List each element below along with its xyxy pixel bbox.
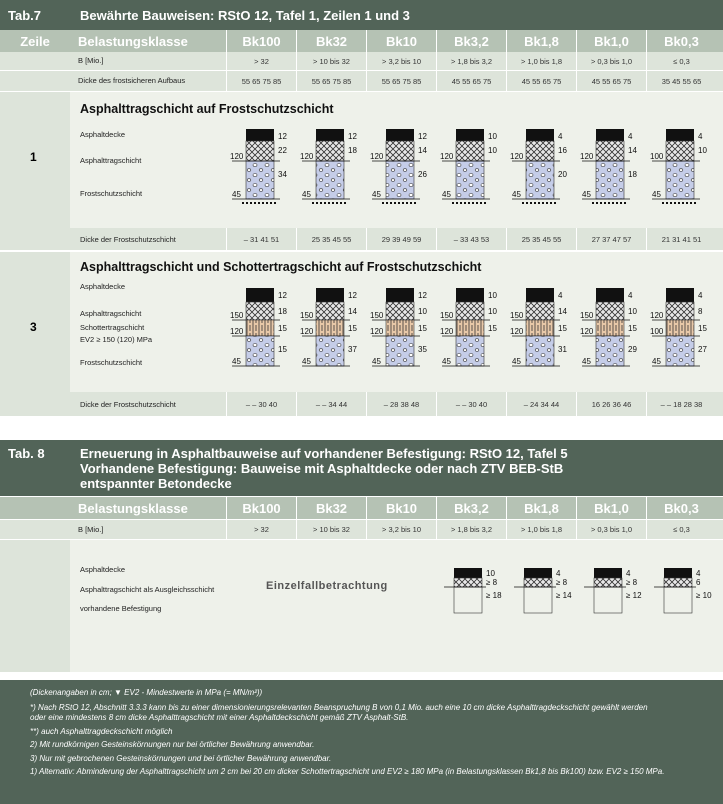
t8-layer-0-1: ≥ 8 [486,578,498,587]
layer-1-0: 12 [348,132,357,141]
layer-0-1: 18 [278,307,287,316]
t8-layer-3-0: 4 [696,569,701,578]
b_values-5: > 0,3 bis 1,0 [576,52,646,70]
ev-mid-1: 120 [300,327,314,336]
ev-bot-4: 45 [512,190,521,199]
t8-layer-2-1: ≥ 8 [626,578,638,587]
ev-top-5: 150 [580,311,594,320]
row3-label-asphalttragschicht: Asphalttragschicht [80,309,142,318]
asphalttragschicht-2 [386,302,414,320]
frostschutz-1 [316,161,344,199]
layer-4-0: 4 [558,132,563,141]
frostschutz-3 [456,336,484,366]
ev-bot-0: 45 [232,357,241,366]
ev-bot-3: 45 [442,357,451,366]
layer-0-2: 34 [278,170,287,179]
ev-top-3: 150 [440,311,454,320]
b_values-2: > 3,2 bis 10 [366,52,436,70]
layer-5-0: 4 [628,291,633,300]
layer-5-2: 15 [628,324,637,333]
layer-4-1: 16 [558,146,567,155]
asphaltdecke-1 [316,129,344,141]
ev-top-6: 120 [650,311,664,320]
layer-0-2: 15 [278,324,287,333]
schotter-5 [596,320,624,336]
layer-4-2: 15 [558,324,567,333]
layer-5-1: 10 [628,307,637,316]
layer-4-2: 20 [558,170,567,179]
tab8-title-line3: entspannter Betondecke [80,476,232,491]
layer-6-3: 27 [698,345,707,354]
b-label: B [Mio.] [78,56,104,65]
layer-2-2: 26 [418,170,427,179]
asphaltdecke-4 [526,129,554,141]
layer-6-0: 4 [698,132,703,141]
asphalttragschicht-3 [456,141,484,161]
schotter-1 [316,320,344,336]
schotter-4 [526,320,554,336]
frostschutz-2 [386,161,414,199]
t8-asphaltdecke-3 [664,568,692,578]
classes-2: Bk10 [366,497,436,519]
classes-4: Bk1,8 [506,30,576,52]
t8-layer-1-1: ≥ 8 [556,578,568,587]
tab7-title-bar [0,0,723,30]
b_values-1: > 10 bis 32 [296,52,366,70]
dicke_values-2: 55 65 75 85 [366,71,436,91]
layer-5-0: 4 [628,132,633,141]
layer-0-1: 22 [278,146,287,155]
t8-ausgleich-0 [454,578,482,587]
row1-title: Asphalttragschicht auf Frostschutzschicht [80,102,334,116]
t8-vorhanden-2 [594,587,622,613]
ev-top-1: 150 [300,311,314,320]
classes-0: Bk100 [226,30,296,52]
ev-mid-0: 120 [230,327,244,336]
b_values-3: > 1,8 bis 3,2 [436,52,506,70]
dicke_values-5: 45 55 65 75 [576,71,646,91]
asphalttragschicht-4 [526,141,554,161]
ev-bot-2: 45 [372,357,381,366]
ev-bot-1: 45 [302,357,311,366]
b_values-2: > 3,2 bis 10 [366,520,436,539]
schotter-2 [386,320,414,336]
tab8-title-line2: Vorhandene Befestigung: Bauweise mit Asphaltdecke oder nach ZTV BEB-StB [80,461,564,476]
classes-6: Bk0,3 [646,30,716,52]
ev-bot-6: 45 [652,357,661,366]
fs_values-6: – – 18 28 38 [646,392,716,416]
t8-ausgleich-1 [524,578,552,587]
tab8-title-bar [0,440,723,496]
classes-3: Bk3,2 [436,30,506,52]
frostschutz-6 [666,336,694,366]
layer-6-0: 4 [698,291,703,300]
fs_values-5: 16 26 36 46 [576,392,646,416]
tab8-b-row [0,520,723,539]
ev-top-0: 150 [230,311,244,320]
b_values-0: > 32 [226,52,296,70]
layer-5-2: 18 [628,170,637,179]
tab7-b-row [0,52,723,70]
ev-bot-0: 45 [232,190,241,199]
layer-1-3: 37 [348,345,357,354]
frostschutz-4 [526,161,554,199]
layer-4-1: 14 [558,307,567,316]
tab8-title-line1: Erneuerung in Asphaltbauweise auf vorhandener Befestigung: RStO 12, Tafel 5 [80,446,568,461]
t8-vorhanden-0 [454,587,482,613]
ev-mid-3: 120 [440,327,454,336]
frostschutz-0 [246,161,274,199]
layer-2-2: 15 [418,324,427,333]
b_values-4: > 1,0 bis 1,8 [506,52,576,70]
t8-ausgleich-2 [594,578,622,587]
tab8-header-row [0,497,723,519]
footnotes [0,680,723,804]
t8-asphaltdecke-2 [594,568,622,578]
ev-bot-6: 45 [652,190,661,199]
classes-1: Bk32 [296,30,366,52]
classes-3: Bk3,2 [436,497,506,519]
t8-vorhanden-1 [524,587,552,613]
classes-2: Bk10 [366,30,436,52]
row3-diagrams [0,252,723,387]
ev-top-0: 120 [230,152,244,161]
dicke-label: Dicke des frostsicheren Aufbaus [78,76,186,85]
row1-block [0,92,723,250]
asphalttragschicht-1 [316,302,344,320]
layer-5-3: 29 [628,345,637,354]
frostschutz-2 [386,336,414,366]
layer-2-3: 35 [418,345,427,354]
ev-top-5: 120 [580,152,594,161]
ev-mid-6: 100 [650,327,664,336]
t8-layer-1-2: ≥ 14 [556,591,572,600]
tab8-diagrams [0,540,723,672]
t8-asphaltdecke-1 [524,568,552,578]
dicke_values-0: 55 65 75 85 [226,71,296,91]
t8-layer-1-0: 4 [556,569,561,578]
row1-label-asphaltdecke: Asphaltdecke [80,130,126,139]
row1-number: 1 [30,150,37,164]
ev-top-3: 120 [440,152,454,161]
b_values-3: > 1,8 bis 3,2 [436,520,506,539]
row3-label-frostschutz: Frostschutzschicht [80,358,143,367]
asphaltdecke-2 [386,288,414,302]
asphaltdecke-3 [456,288,484,302]
asphaltdecke-3 [456,129,484,141]
row3-number: 3 [30,320,37,334]
dicke_values-1: 55 65 75 85 [296,71,366,91]
asphalttragschicht-1 [316,141,344,161]
layer-6-1: 8 [698,307,703,316]
b_values-4: > 1,0 bis 1,8 [506,520,576,539]
asphalttragschicht-5 [596,302,624,320]
asphaltdecke-5 [596,288,624,302]
einzelfall-text: Einzelfallbetrachtung [266,580,388,592]
tab8-label: Tab. 8 [8,446,45,461]
asphaltdecke-5 [596,129,624,141]
ev-bot-3: 45 [442,190,451,199]
fs_values-2: – 28 38 48 [366,392,436,416]
ev-bot-2: 45 [372,190,381,199]
fs_values-1: – – 34 44 [296,392,366,416]
t8-ausgleich-3 [664,578,692,587]
layer-5-1: 14 [628,146,637,155]
tab8-col-belastungsklasse: Belastungsklasse [78,500,188,516]
layer-1-1: 14 [348,307,357,316]
ev-top-1: 120 [300,152,314,161]
layer-2-1: 10 [418,307,427,316]
ev-top-2: 150 [370,311,384,320]
fs_values-0: – 31 41 51 [226,228,296,250]
tab8-b-label: B [Mio.] [78,525,104,534]
fs_values-4: 25 35 45 55 [506,228,576,250]
asphalttragschicht-6 [666,141,694,161]
dicke_values-3: 45 55 65 75 [436,71,506,91]
layer-2-1: 14 [418,146,427,155]
row3-label-asphaltdecke: Asphaltdecke [80,282,126,291]
asphalttragschicht-0 [246,141,274,161]
asphalttragschicht-5 [596,141,624,161]
asphaltdecke-0 [246,129,274,141]
dicke_values-4: 45 55 65 75 [506,71,576,91]
asphalttragschicht-4 [526,302,554,320]
layer-2-0: 12 [418,291,427,300]
ev-mid-5: 120 [580,327,594,336]
fs_values-5: 27 37 47 57 [576,228,646,250]
layer-4-0: 4 [558,291,563,300]
frostschutz-4 [526,336,554,366]
asphalttragschicht-6 [666,302,694,320]
frostschutz-1 [316,336,344,366]
t8-layer-2-0: 4 [626,569,631,578]
asphalttragschicht-0 [246,302,274,320]
b_values-0: > 32 [226,520,296,539]
asphaltdecke-0 [246,288,274,302]
ev-mid-2: 120 [370,327,384,336]
frostschutz-6 [666,161,694,199]
ev-top-2: 120 [370,152,384,161]
schotter-3 [456,320,484,336]
footnote-4: 2) Mit rundkörnigen Gesteinskörnungen nur bei örtlicher Bewährung anwendbar. [30,740,315,749]
footnote-5: 3) Nur mit gebrochenen Gesteinskörnungen und bei örtlicher Bewährung anwendbar. [30,753,332,763]
row1-dicke-label: Dicke der Frostschutzschicht [80,235,176,244]
t8-layer-3-2: ≥ 10 [696,591,712,600]
layer-3-2: 15 [488,324,497,333]
tab7-header-row [0,30,723,52]
classes-6: Bk0,3 [646,497,716,519]
tab7-dicke-row [0,71,723,91]
tab8-label-ausgleich: Asphalttragschicht als Ausgleichsschicht [80,585,215,594]
footnote-0: (Dickenangaben in cm; ▼ EV2 - Mindestwerte in MPa (= MN/m²)) [30,688,263,697]
b_values-5: > 0,3 bis 1,0 [576,520,646,539]
asphaltdecke-2 [386,129,414,141]
fs_values-3: – 33 43 53 [436,228,506,250]
fs_values-0: – – 30 40 [226,392,296,416]
tab8-body [0,540,723,672]
row3-title: Asphalttragschicht und Schottertragschicht auf Frostschutzschicht [80,260,482,274]
col-belastungsklasse: Belastungsklasse [78,33,188,49]
t8-asphaltdecke-0 [454,568,482,578]
fs_values-2: 29 39 49 59 [366,228,436,250]
layer-4-3: 31 [558,345,567,354]
row3-label-ev2: EV2 ≥ 150 (120) MPa [80,335,153,344]
fs_values-6: 21 31 41 51 [646,228,716,250]
layer-0-3: 15 [278,345,287,354]
ev-bot-4: 45 [512,357,521,366]
fs_values-3: – – 30 40 [436,392,506,416]
layer-0-0: 12 [278,132,287,141]
classes-5: Bk1,0 [576,30,646,52]
footnote-2: oder eine mindestens 8 cm dicke Asphalttragschicht mit einer Asphaltdeckschicht gemäß ZTV Asphalt-StB. [30,713,409,722]
tab7-label: Tab.7 [8,8,41,23]
asphalttragschicht-2 [386,141,414,161]
frostschutz-5 [596,161,624,199]
layer-6-2: 15 [698,324,707,333]
t8-layer-3-1: 6 [696,578,701,587]
classes-1: Bk32 [296,497,366,519]
ev-bot-1: 45 [302,190,311,199]
asphaltdecke-4 [526,288,554,302]
ev-top-4: 150 [510,311,524,320]
asphaltdecke-6 [666,129,694,141]
frostschutz-0 [246,336,274,366]
layer-6-1: 10 [698,146,707,155]
layer-1-2: 15 [348,324,357,333]
row3-label-schotter: Schottertragschicht [80,323,145,332]
schotter-6 [666,320,694,336]
t8-layer-2-2: ≥ 12 [626,591,642,600]
layer-3-1: 10 [488,307,497,316]
asphaltdecke-1 [316,288,344,302]
ev-bot-5: 45 [582,190,591,199]
fs_values-4: – 24 34 44 [506,392,576,416]
classes-5: Bk1,0 [576,497,646,519]
t8-layer-0-2: ≥ 18 [486,591,502,600]
t8-layer-0-0: 10 [486,569,495,578]
footnote-6: 1) Alternativ: Abminderung der Asphalttragschicht um 2 cm bei 20 cm dicker Schottertragschicht und EV2 ≥ 180 MPa (in Belastungsklassen Bk1,8 bis Bk100) bzw. EV2 ≥ 150 MPa. [30,767,665,776]
frostschutz-3 [456,161,484,199]
footnote-3: **) auch Asphalttragdeckschicht möglich [30,726,173,736]
schotter-0 [246,320,274,336]
row3-block [0,252,723,416]
ev-top-4: 120 [510,152,524,161]
layer-1-0: 12 [348,291,357,300]
fs_values-1: 25 35 45 55 [296,228,366,250]
b_values-6: ≤ 0,3 [646,520,716,539]
dicke_values-6: 35 45 55 65 [646,71,716,91]
ev-mid-4: 120 [510,327,524,336]
tab7-title: Bewährte Bauweisen: RStO 12, Tafel 1, Zeilen 1 und 3 [80,8,410,23]
layer-2-0: 12 [418,132,427,141]
layer-3-0: 10 [488,132,497,141]
frostschutz-5 [596,336,624,366]
ev-top-6: 100 [650,152,664,161]
layer-0-0: 12 [278,291,287,300]
tab8-label-asphaltdecke: Asphaltdecke [80,565,126,574]
layer-3-1: 10 [488,146,497,155]
b_values-1: > 10 bis 32 [296,520,366,539]
layer-3-0: 10 [488,291,497,300]
asphaltdecke-6 [666,288,694,302]
row1-label-frostschutz: Frostschutzschicht [80,189,143,198]
b_values-6: ≤ 0,3 [646,52,716,70]
classes-4: Bk1,8 [506,497,576,519]
t8-vorhanden-3 [664,587,692,613]
row3-dicke-label: Dicke der Frostschutzschicht [80,400,176,409]
classes-0: Bk100 [226,497,296,519]
asphalttragschicht-3 [456,302,484,320]
row1-diagrams [0,92,723,222]
tab8-label-vorhanden: vorhandene Befestigung [80,604,162,613]
col-zeile: Zeile [20,33,50,49]
layer-1-1: 18 [348,146,357,155]
row1-label-asphalttragschicht: Asphalttragschicht [80,156,142,165]
footnote-1: *) Nach RStO 12, Abschnitt 3.3.3 kann bis zu einer dimensionierungsrelevanten Beanspruchung B von 0,1 Mio. auch eine 10 cm dicke Asphalttragdeckschicht gewählt werden [30,702,648,712]
ev-bot-5: 45 [582,357,591,366]
